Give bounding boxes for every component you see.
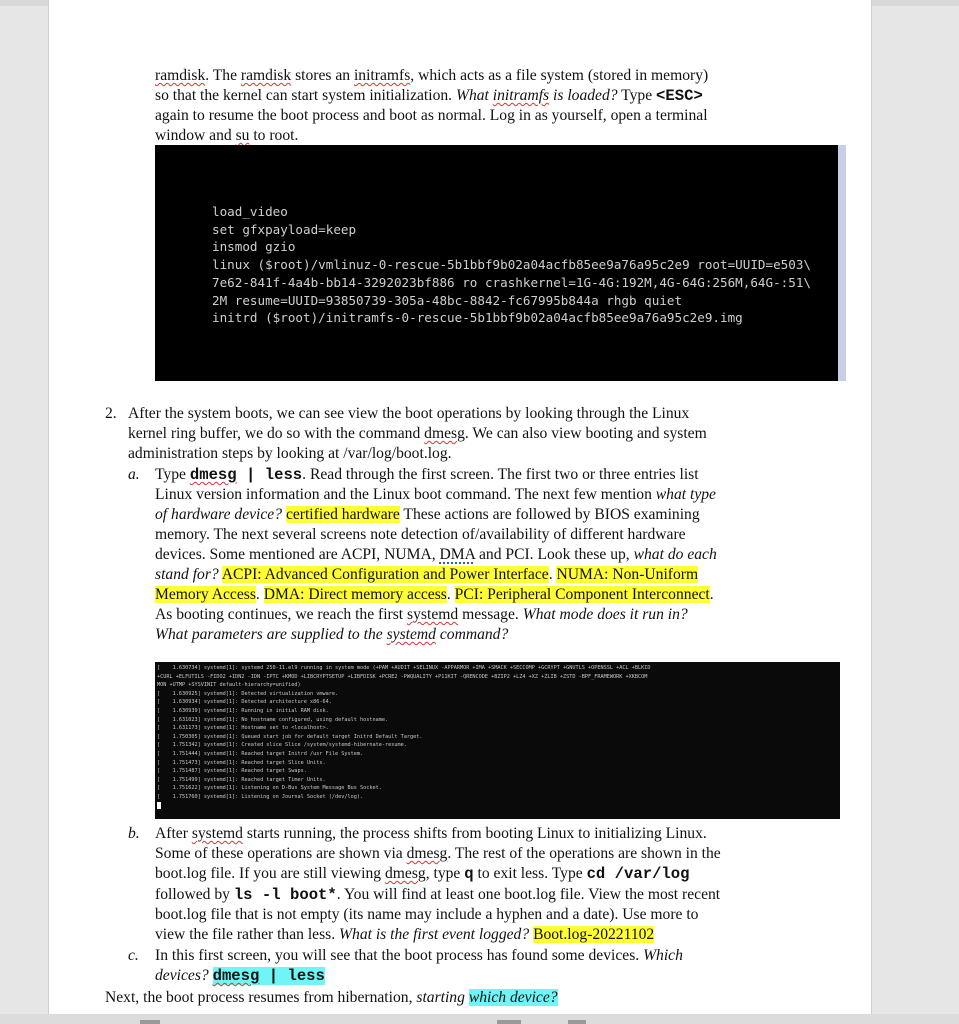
list-letter: c. xyxy=(128,947,139,964)
para-line: stand for? ACPI: Advanced Configuration and Power Interface. NUMA: Non-Uniform xyxy=(155,566,699,583)
answer-highlight: Memory Access xyxy=(155,586,256,603)
list-letter: b. xyxy=(128,825,140,842)
answer-highlight: Boot.log-20221102 xyxy=(533,926,655,943)
para-line: As booting continues, we reach the first systemd message. What mode does it run in? xyxy=(155,606,688,623)
answer-highlight: PCI: Peripheral Component Interconnect xyxy=(454,586,710,603)
grub-terminal-screenshot xyxy=(155,145,838,381)
dmesg-terminal-text: [ 1.630734] systemd[1]: systemd 250-11.el9 running in system mode (+PAM +AUDIT +SELINUX -APPARMOR +IMA +SMACK +SECCOMP +GCRYPT +GNUTLS +OPENSSL +ACL +BLKID +CURL +ELFUTILS -FIDO2 +IDN2 -IDN -IPTC +KMOD +LIBCRYPTSETUP +LIBFDISK +PCRE2 -PWQUALITY +P11KIT -QRENCODE +BZIP2 +LZ4 +XZ +ZLIB +ZSTD -BPF_FRAMEWORK +XKBCOM MON +UTMP +SYSVINIT default-hierarchy=unified) [ 1.630925] systemd[1]: Detected virtualization vmware. [ 1.630934] systemd[1]: Detected architecture x86-64. [ 1.630939] systemd[1]: Running in initial RAM disk. [ 1.631023] systemd[1]: No hostname configured, using default hostname. [ 1.631173] systemd[1]: Hostname set to <localhost>. [ 1.750305] systemd[1]: Queued start job for default target Initrd Default Target. [ 1.751342] systemd[1]: Created slice Slice /system/systemd-hibernate-resume. [ 1.751444] systemd[1]: Reached target Initrd /usr File System. [ 1.751473] systemd[1]: Reached target Slice Units. [ 1.751487] systemd[1]: Reached target Swaps. [ 1.751499] systemd[1]: Reached target Timer Units. [ 1.751622] systemd[1]: Listening on D-Bus System Message Bus Socket. [ 1.751760] systemd[1]: Listening on Journal Socket (/dev/log). xyxy=(155,662,840,810)
para-line: view the file rather than less. What is the first event logged? Boot.log-20221102 xyxy=(155,926,655,943)
toolbar-icon[interactable] xyxy=(497,1020,521,1024)
para-line: devices? dmesg | less xyxy=(155,967,325,985)
dmesg-terminal-screenshot xyxy=(155,662,840,819)
para-line: Some of these operations are shown via dmesg. The rest of the operations are shown in the xyxy=(155,845,721,862)
para-line: Type dmesg | less. Read through the first screen. The first two or three entries list xyxy=(155,466,699,484)
toolbar-icon[interactable] xyxy=(568,1020,586,1024)
para-line: Linux version information and the Linux boot command. The next few mention what type xyxy=(155,486,716,503)
answer-highlight: ACPI: Advanced Configuration and Power Interface xyxy=(221,566,549,583)
grub-terminal-text: load_video set gfxpayload=keep insmod gzio linux ($root)/vmlinuz-0-rescue-5b1bbf9b02a04acfb85ee9a76a95c2e9 root=UUID=e503\ 7e62-841f-4a4b-bb14-3292023bf886 ro crashkernel=1G-4G:192M,4G-64G:256M,64G-:51\ 2M resume=UUID=93850739-305a-48bc-8842-fc67995b844a rhgb quiet initrd ($root)/initramfs-0-rescue-5b1bbf9b02a04acfb85ee9a76a95c2e9.img xyxy=(212,204,811,326)
para-line: window and su to root. xyxy=(155,127,299,144)
para-line: administration steps by looking at /var/log/boot.log. xyxy=(128,445,452,462)
para-line: kernel ring buffer, we do so with the command dmesg. We can also view booting and system xyxy=(128,425,707,442)
para-line: Next, the boot process resumes from hibernation, starting which device? xyxy=(105,989,558,1006)
toolbar-icon[interactable] xyxy=(140,1020,160,1024)
terminal-cursor xyxy=(157,802,161,809)
para-line: boot.log file that is not empty (its name may include a hyphen and a date). Use more to xyxy=(155,906,699,923)
list-number: 2. xyxy=(105,405,117,422)
list-letter: a. xyxy=(128,466,140,483)
answer-highlight: dmesg | less xyxy=(212,967,325,985)
para-line: ramdisk. The ramdisk stores an initramfs, which acts as a file system (stored in memory) xyxy=(155,67,709,84)
answer-highlight: which device? xyxy=(468,989,558,1006)
answer-highlight: certified hardware xyxy=(285,506,400,523)
para-line: In this first screen, you will see that the boot process has found some devices. Which xyxy=(155,947,683,964)
para-line: devices. Some mentioned are ACPI, NUMA, DMA and PCI. Look these up, what do each xyxy=(155,546,717,563)
para-line: boot.log file. If you are still viewing dmesg, type q to exit less. Type cd /var/log xyxy=(155,865,690,883)
para-line: Memory Access. DMA: Direct memory access. PCI: Peripheral Component Interconnect. xyxy=(155,586,714,603)
para-line: After systemd starts running, the process shifts from booting Linux to initializing Linux. xyxy=(155,825,707,842)
para-line: of hardware device? certified hardware These actions are followed by BIOS examining xyxy=(155,506,700,523)
para-line: again to resume the boot process and boot as normal. Log in as yourself, open a terminal xyxy=(155,107,708,124)
answer-highlight: DMA: Direct memory access xyxy=(263,586,447,603)
answer-highlight: NUMA: Non-Uniform xyxy=(556,566,699,583)
para-line: so that the kernel can start system initialization. What initramfs is loaded? Type <ESC> xyxy=(155,87,703,105)
para-line: What parameters are supplied to the systemd command? xyxy=(155,626,509,643)
para-line: After the system boots, we can see view the boot operations by looking through the Linux xyxy=(128,405,690,422)
para-line: followed by ls -l boot*. You will find at least one boot.log file. View the most recent xyxy=(155,886,721,904)
image-selection-edge xyxy=(838,145,846,381)
para-line: memory. The next several screens note detection of/availability of different hardware xyxy=(155,526,686,543)
